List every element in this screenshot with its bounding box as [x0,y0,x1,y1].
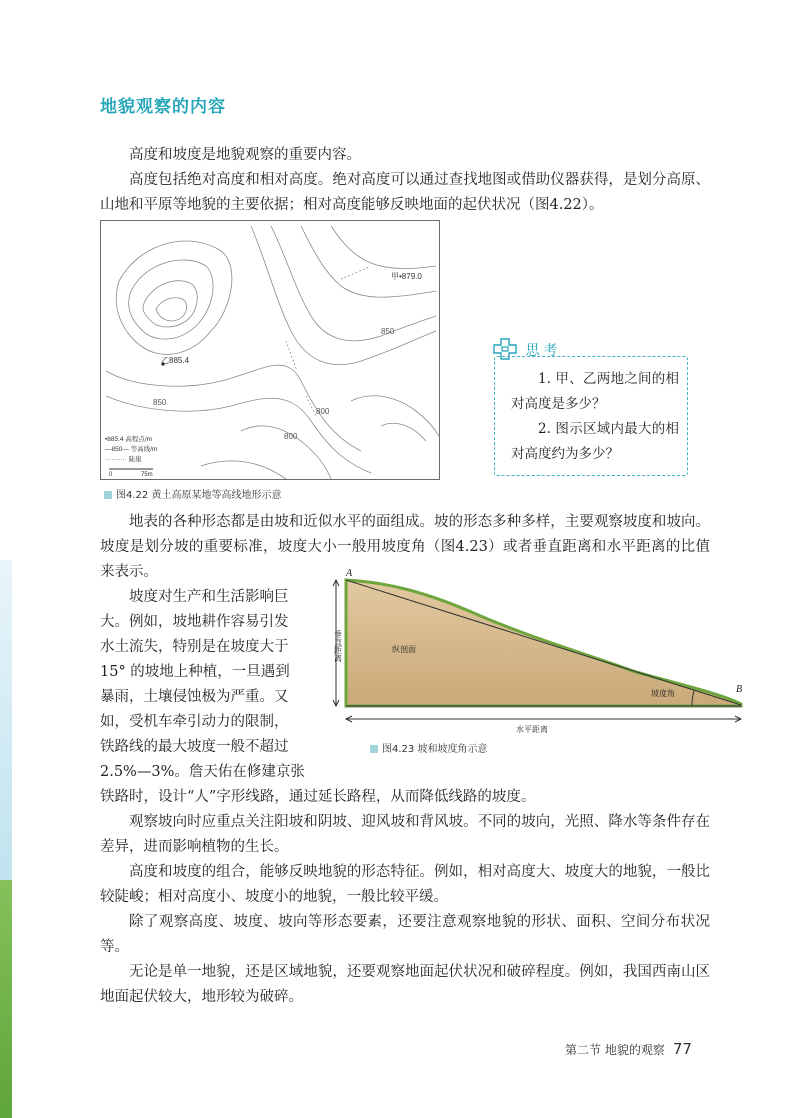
p4-line: 坡度对生产和生活影响巨 [129,589,289,605]
vertical-label: 垂直距离 [333,630,343,662]
paragraph-4-tail: 铁路时，设计“人”字形线路，通过延长路程，从而降低线路的坡度。 [100,789,536,805]
horizontal-label: 水平距离 [516,725,548,734]
paragraph-7: 除了观察高度、坡度、坡向等形态要素，还要注意观察地貌的形状、面积、空间分布状况等。 [100,914,710,955]
angle-label: 坡度角 [651,689,675,698]
paragraph-2: 高度包括绝对高度和相对高度。绝对高度可以通过查找地图或借助仪器获得，是划分高原、山地和平原等地貌的主要依据；相对高度能够反映地面的起伏状况（图4.22）。 [100,172,710,213]
point-b-label: B [736,684,743,695]
scale-zero: 0 [109,472,113,478]
scale-end: 75m [141,472,153,478]
p4-line: 2.5%—3%。詹天佑在修建京张 [100,764,305,780]
p4-line: 15° 的坡地上种植，一旦遇到 [100,664,290,680]
section-label: 纵剖面 [392,645,416,654]
point-jia-label: 甲•879.0 [391,272,422,281]
page-number: 77 [672,1040,692,1058]
slope-impact-text [100,585,312,785]
figure-423-caption [370,740,487,755]
contour-label: 800 [284,432,298,441]
edge-strip-top [0,560,12,880]
remaining-text [100,785,710,1010]
p4-line: 如，受机车牵引动力的限制， [100,714,289,730]
page-footer [565,1040,692,1058]
paragraph-8: 无论是单一地貌，还是区域地貌，还要观察地面起伏状况和破碎程度。例如，我国西南山区地面起伏较大，地形较为破碎。 [100,964,710,1005]
paragraph-6: 高度和坡度的组合，能够反映地貌的形态特征。例如，相对高度大、坡度大的地貌，一般比较陡峻；相对高度小、坡度小的地貌，一般比较平缓。 [100,864,710,905]
contour-label: 800 [316,407,330,416]
caption-marker [104,491,112,499]
p4-line: 铁路线的最大坡度一般不超过 [100,739,289,755]
p4-line: 水土流失，特别是在坡度大于 [100,639,289,655]
peak-label: 乙885.4 [161,356,190,365]
p4-line: 大。例如，坡地耕作容易引发 [100,614,289,630]
section-heading: 地貌观察的内容 [100,97,226,117]
legend-elevation: •885.4 高程点/m [105,436,153,443]
contour-map [100,220,440,480]
figure-422-caption [104,486,281,501]
think-title: 思考 [525,343,562,359]
slope-drawing [326,564,764,736]
contour-label: 850 [153,398,167,407]
paragraph-5: 观察坡向时应重点关注阳坡和阴坡、迎风坡和背风坡。不同的坡向，光照、降水等条件存在差异，进而影响植物的生长。 [100,814,710,855]
paragraph-3: 地表的各种形态都是由坡和近似水平的面组成。坡的形态多种多样，主要观察坡度和坡向。坡度是划分坡的重要标准，坡度大小一般用坡度角（图4.23）或者垂直距离和水平距离的比值来表示。 [100,514,710,580]
intro-text [100,143,710,218]
think-question-2: 2. 图示区域内最大的相对高度约为多少？ [511,421,679,462]
legend-contour: —850— 等高线/m [105,446,158,453]
edge-strip-bottom [0,880,12,1118]
paragraph-1: 高度和坡度是地貌观察的重要内容。 [129,147,361,163]
footer-section: 第二节 地貌的观察 [565,1043,665,1057]
slope-figure [326,564,764,736]
figure-423-caption-text: 图4.23 坡和坡度角示意 [382,744,488,755]
contour-map-drawing [101,221,439,479]
p4-line: 暴雨，土壤侵蚀极为严重。又 [100,689,289,705]
point-a-label: A [346,568,353,579]
contour-label: 850 [381,327,395,336]
legend-cliff: ·········· 陡崖 [105,456,142,463]
figure-422-caption-text: 图4.22 黄土高原某地等高线地形示意 [116,490,282,501]
caption-marker [370,745,378,753]
think-question-1: 1. 甲、乙两地之间的相对高度是多少？ [511,371,679,412]
think-box [494,356,688,476]
